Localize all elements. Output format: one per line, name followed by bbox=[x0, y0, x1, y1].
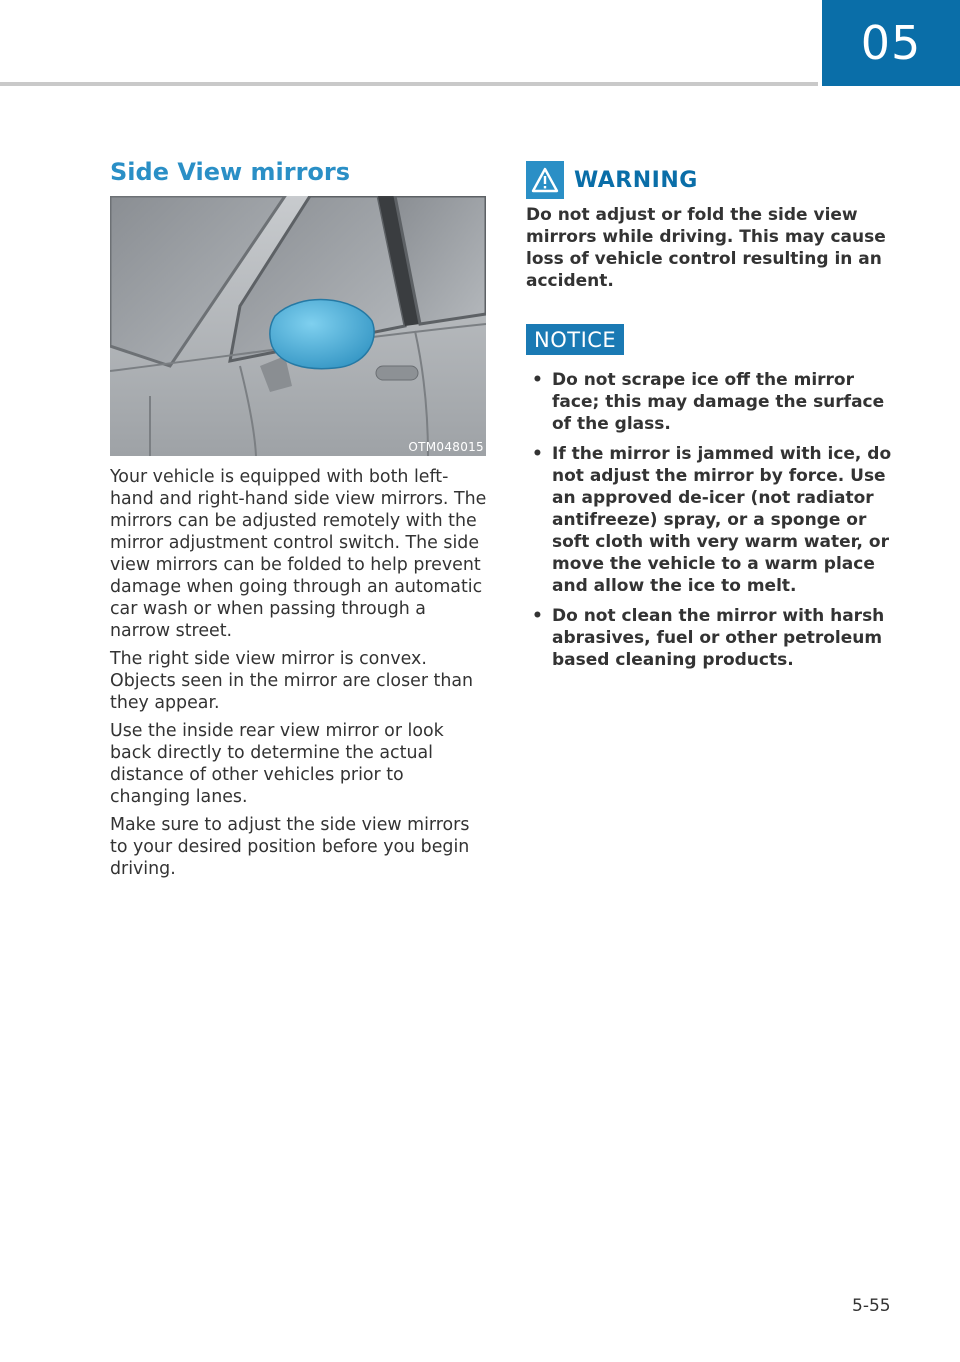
warning-text: Do not adjust or fold the side view mirrors while driving. This may cause loss of vehicle control resulting in an accident. bbox=[526, 205, 886, 291]
bullet-icon: • bbox=[532, 444, 543, 464]
notice-list bbox=[526, 369, 906, 671]
mirror-illustration bbox=[110, 196, 486, 456]
bullet-icon: • bbox=[532, 370, 543, 390]
bullet-icon: • bbox=[532, 606, 543, 626]
warning-title: WARNING bbox=[574, 167, 698, 193]
cautions-column bbox=[526, 160, 906, 679]
list-item bbox=[526, 443, 906, 597]
notice-badge: NOTICE bbox=[526, 324, 624, 355]
chapter-tab bbox=[822, 0, 960, 86]
notice-item-text: If the mirror is jammed with ice, do not adjust the mirror by force. Use an approved de-icer (not radiator antifreeze) spray, or a sponge or soft cloth with very warm water, or move the vehicle to a warm place and allow the ice to melt. bbox=[552, 444, 892, 596]
paragraph: Use the inside rear view mirror or look back directly to determine the actual distance of other vehicles prior to changing lanes. bbox=[110, 721, 444, 807]
chapter-number: 05 bbox=[860, 16, 922, 70]
paragraph: The right side view mirror is convex. Objects seen in the mirror are closer than they appear. bbox=[110, 649, 474, 713]
page-number: 5-55 bbox=[852, 1296, 891, 1316]
section-title: Side View mirrors bbox=[110, 158, 351, 186]
list-item bbox=[526, 605, 906, 671]
body-text bbox=[110, 466, 488, 886]
notice-item-text: Do not scrape ice off the mirror face; this may damage the surface of the glass. bbox=[552, 370, 885, 434]
paragraph: Your vehicle is equipped with both left-hand and right-hand side view mirrors. The mirrors can be adjusted remotely with the mirror adjustment control switch. The side view mirrors can be folded to help prevent damage when going through an automatic car wash or when passing through a narrow street. bbox=[110, 467, 487, 641]
header-rule bbox=[0, 82, 818, 86]
warning-triangle-icon bbox=[526, 161, 564, 199]
figure-code: OTM048015 bbox=[408, 440, 484, 454]
car-side-mirror-drawing bbox=[110, 196, 486, 456]
notice-item-text: Do not clean the mirror with harsh abrasives, fuel or other petroleum based cleaning products. bbox=[552, 606, 885, 670]
paragraph: Make sure to adjust the side view mirrors to your desired position before you begin driving. bbox=[110, 815, 470, 879]
warning-header bbox=[526, 160, 906, 200]
list-item bbox=[526, 369, 906, 435]
